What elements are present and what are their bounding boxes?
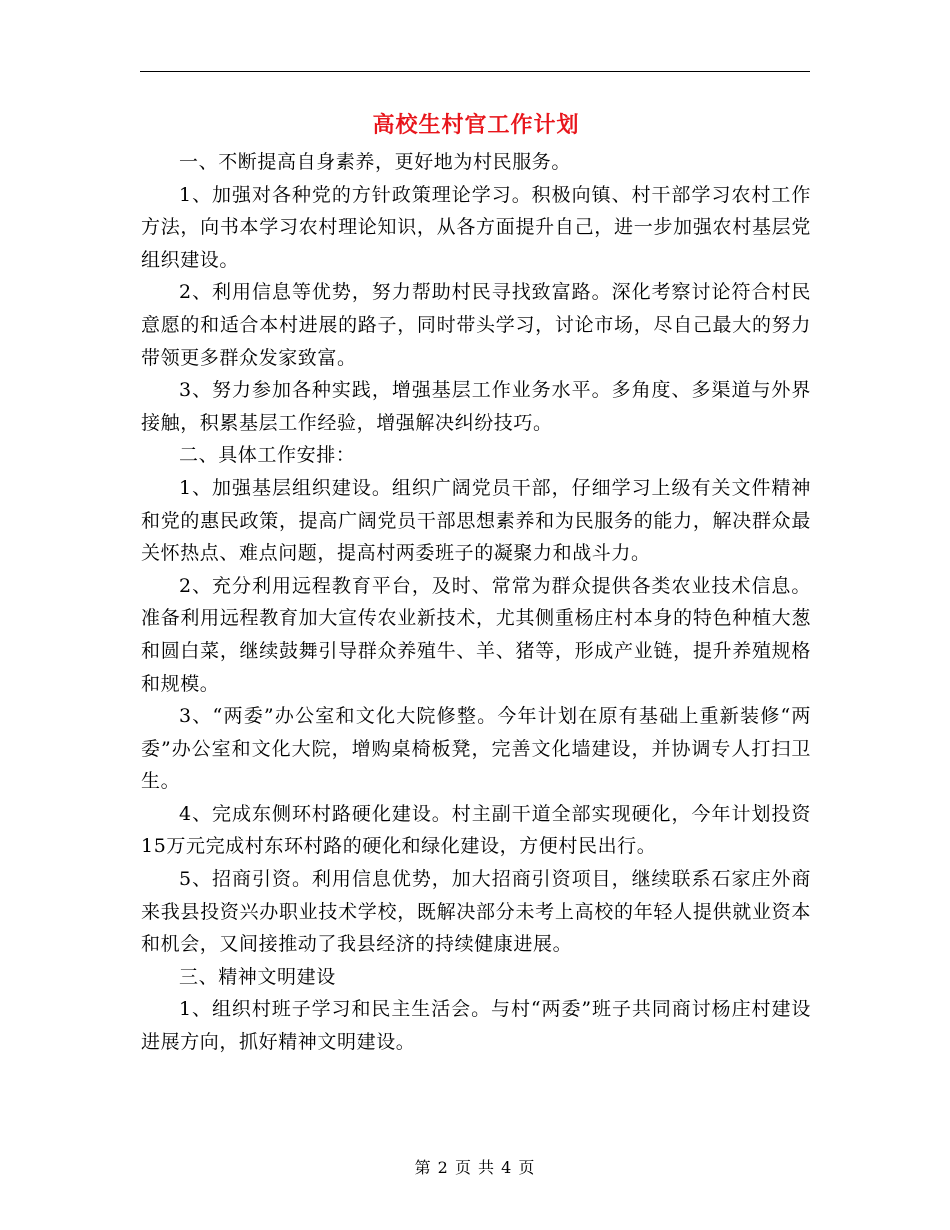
- document-body: [141, 106, 811, 1059]
- paragraph: 1、加强对各种党的方针政策理论学习。积极向镇、村干部学习农村工作方法，向书本学习农村理论知识，从各方面提升自己，进一步加强农村基层党组织建设。: [141, 183, 811, 271]
- paragraph: 2、充分利用远程教育平台，及时、常常为群众提供各类农业技术信息。准备利用远程教育加大宣传农业新技术，尤其侧重杨庄村本身的特色种植大葱和圆白菜，继续鼓舞引导群众养殖牛、羊、猪等，形成产业链，提升养殖规格和规模。: [141, 574, 811, 695]
- section-heading-2: 二、具体工作安排：: [179, 444, 356, 467]
- paragraph-list: [141, 146, 811, 1059]
- paragraph: 5、招商引资。利用信息优势，加大招商引资项目，继续联系石家庄外商来我县投资兴办职业技术学校，既解决部分未考上高校的年轻人提供就业资本和机会，又间接推动了我县经济的持续健康进展。: [141, 868, 811, 956]
- paragraph: 1、加强基层组织建设。组织广阔党员干部，仔细学习上级有关文件精神和党的惠民政策，提高广阔党员干部思想素养和为民服务的能力，解决群众最关怀热点、难点问题，提高村两委班子的凝聚力和战斗力。: [141, 476, 811, 565]
- paragraph: 3、努力参加各种实践，增强基层工作业务水平。多角度、多渠道与外界接触，积累基层工作经验，增强解决纠纷技巧。: [141, 379, 811, 434]
- section-heading-1: 一、不断提高自身素养，更好地为村民服务。: [179, 151, 572, 173]
- header-rule: [140, 71, 810, 72]
- paragraph: 4、完成东侧环村路硬化建设。村主副干道全部实现硬化，今年计划投资15万元完成村东环村路的硬化和绿化建设，方便村民出行。: [141, 802, 811, 858]
- paragraph: 3、“两委”办公室和文化大院修整。今年计划在原有基础上重新装修“两委”办公室和文化大院，增购桌椅板凳，完善文化墙建设，并协调专人打扫卫生。: [141, 705, 811, 793]
- document-title: 高校生村官工作计划: [372, 112, 580, 138]
- paragraph: 1、组织村班子学习和民主生活会。与村“两委”班子共同商讨杨庄村建设进展方向，抓好精神文明建设。: [141, 998, 811, 1054]
- section-heading-3: 三、精神文明建设: [179, 965, 336, 988]
- page-number: 第 2 页 共 4 页: [414, 1158, 536, 1177]
- paragraph: 2、利用信息等优势，努力帮助村民寻找致富路。深化考察讨论符合村民意愿的和适合本村进展的路子，同时带头学习，讨论市场，尽自己最大的努力带领更多群众发家致富。: [141, 281, 811, 369]
